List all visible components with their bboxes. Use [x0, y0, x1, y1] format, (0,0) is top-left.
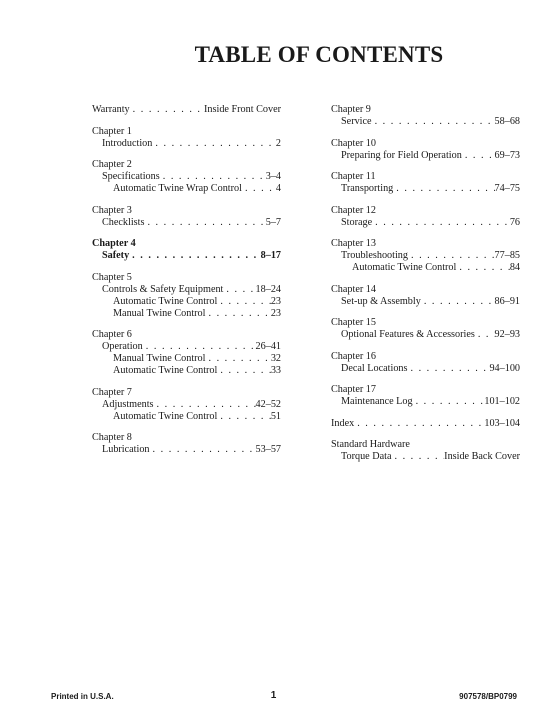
toc-chapter — [92, 272, 281, 320]
dot-leader — [150, 444, 256, 456]
chapter-label: Chapter 12 — [331, 204, 376, 216]
footer-doc-code: 907578/BP0799 — [459, 692, 517, 701]
toc-entry-title: Index — [331, 417, 355, 429]
toc-entry[interactable] — [331, 116, 520, 128]
toc-entry[interactable] — [92, 104, 281, 116]
dot-leader — [408, 250, 495, 262]
toc-entry-page: 53–57 — [255, 444, 281, 455]
toc-entry-title: Introduction — [102, 137, 153, 149]
dot-leader — [130, 104, 204, 116]
toc-entry[interactable] — [92, 296, 281, 308]
toc-entry-page: 74–75 — [494, 183, 520, 194]
toc-entry[interactable] — [331, 418, 520, 430]
dot-leader — [242, 183, 276, 195]
dot-leader — [143, 341, 256, 353]
dot-leader — [152, 138, 276, 150]
dot-leader — [462, 150, 495, 162]
toc-entry-title: Transporting — [341, 183, 394, 194]
toc-entry-page: 3–4 — [265, 171, 281, 182]
toc-entry-page: 33 — [270, 365, 281, 376]
dot-leader — [372, 116, 495, 128]
dot-leader — [217, 365, 270, 377]
toc-entry[interactable] — [331, 451, 520, 463]
toc-entry-page: 101–102 — [484, 396, 520, 407]
toc-entry-title: Torque Data — [341, 451, 392, 462]
chapter-label: Chapter 15 — [331, 317, 376, 328]
toc-entry[interactable] — [92, 365, 281, 377]
toc-chapter — [92, 238, 281, 262]
toc-chapter — [331, 439, 520, 463]
dot-leader — [475, 329, 495, 341]
toc-entry-page: Inside Back Cover — [444, 451, 520, 462]
toc-entry-page: 23 — [270, 295, 281, 307]
toc-entry-page: 76 — [509, 216, 520, 228]
toc-entry-title: Specifications — [102, 171, 160, 182]
toc-entry-page: 5–7 — [265, 216, 281, 228]
chapter-label: Chapter 2 — [92, 159, 132, 170]
toc-chapter — [331, 351, 520, 375]
chapter-label: Chapter 6 — [92, 329, 132, 340]
chapter-label: Chapter 16 — [331, 350, 376, 362]
toc-entry-page: 18–24 — [255, 283, 281, 295]
toc-entry-page: 26–41 — [255, 341, 281, 352]
chapter-label: Chapter 1 — [92, 125, 132, 137]
toc-entry-page: 69–73 — [494, 149, 520, 161]
toc-entry-page: 51 — [270, 410, 281, 422]
toc-entry[interactable] — [92, 341, 281, 353]
dot-leader — [217, 411, 270, 423]
dot-leader — [223, 284, 255, 296]
toc-entry[interactable] — [331, 262, 520, 274]
toc-entry-title: Warranty — [92, 104, 130, 115]
toc-entry-page: Inside Front Cover — [204, 104, 281, 115]
dot-leader — [144, 217, 265, 229]
toc-entry-page: 84 — [509, 262, 520, 273]
toc-entry[interactable] — [92, 183, 281, 195]
page-title: TABLE OF CONTENTS — [194, 42, 444, 67]
dot-leader — [129, 250, 260, 262]
toc-chapter — [331, 418, 520, 430]
toc-entry-page: 92–93 — [494, 329, 520, 340]
toc-entry-title: Manual Twine Control — [113, 353, 206, 364]
toc-entry-title: Maintenance Log — [341, 396, 413, 407]
chapter-label: Chapter 5 — [92, 271, 132, 283]
toc-chapter — [331, 104, 520, 128]
dot-leader — [421, 296, 495, 308]
toc-entry-page: 77–85 — [494, 250, 520, 261]
toc-chapter — [331, 238, 520, 274]
toc-entry[interactable] — [92, 138, 281, 150]
toc-entry-title: Troubleshooting — [341, 250, 408, 261]
dot-leader — [160, 171, 266, 183]
toc-entry-title: Automatic Twine Control — [113, 295, 218, 307]
toc-entry-title: Automatic Twine Control — [352, 262, 457, 273]
toc-entry[interactable] — [331, 150, 520, 162]
toc-entry[interactable] — [92, 171, 281, 183]
dot-leader — [354, 418, 484, 430]
chapter-label: Chapter 8 — [92, 432, 132, 443]
dot-leader — [407, 363, 489, 375]
toc-entry-page: 94–100 — [489, 362, 520, 374]
toc-entry-title: Automatic Twine Control — [113, 365, 218, 376]
dot-leader — [413, 396, 485, 408]
toc-entry-title: Manual Twine Control — [113, 307, 206, 319]
dot-leader — [205, 353, 270, 365]
chapter-label: Chapter 17 — [331, 384, 376, 395]
toc-entry-title: Set-up & Assembly — [341, 295, 421, 307]
toc-entry-title: Checklists — [102, 216, 145, 228]
toc-entry[interactable] — [331, 217, 520, 229]
toc-chapter — [331, 205, 520, 229]
toc-entry-page: 86–91 — [494, 295, 520, 307]
toc-entry[interactable] — [92, 308, 281, 320]
toc-entry-page: 42–52 — [255, 398, 281, 410]
toc-entry-title: Adjustments — [102, 398, 154, 410]
chapter-label: Chapter 4 — [92, 238, 136, 249]
toc-entry-title: Decal Locations — [341, 362, 408, 374]
toc-entry-title: Preparing for Field Operation — [341, 149, 462, 161]
toc-entry-title: Automatic Twine Control — [113, 410, 218, 422]
toc-entry[interactable] — [331, 363, 520, 375]
footer-page-number: 1 — [270, 690, 277, 701]
chapter-label: Chapter 13 — [331, 238, 376, 249]
toc-left-column — [92, 104, 281, 466]
toc-entry-title: Storage — [341, 216, 373, 228]
toc-chapter — [92, 104, 281, 116]
chapter-label: Chapter 10 — [331, 137, 376, 149]
dot-leader — [372, 217, 510, 229]
dot-leader — [456, 262, 509, 274]
dot-leader — [205, 308, 270, 320]
toc-chapter — [331, 138, 520, 162]
toc-chapter — [92, 387, 281, 423]
toc-entry-title: Service — [341, 116, 372, 127]
toc-entry-page: 2 — [275, 137, 281, 149]
toc-entry[interactable] — [92, 411, 281, 423]
dot-leader — [393, 183, 494, 195]
toc-entry[interactable] — [92, 250, 281, 262]
chapter-label: Standard Hardware — [331, 439, 410, 450]
toc-chapter — [331, 384, 520, 408]
toc-entry[interactable] — [92, 353, 281, 365]
dot-leader — [154, 399, 256, 411]
footer-printed: Printed in U.S.A. — [51, 692, 114, 701]
dot-leader — [391, 451, 444, 463]
toc-right-column — [331, 104, 520, 473]
toc-entry-title: Operation — [102, 341, 143, 352]
toc-entry-page: 23 — [270, 307, 281, 319]
toc-chapter — [331, 317, 520, 341]
toc-entry[interactable] — [331, 329, 520, 341]
toc-entry[interactable] — [331, 296, 520, 308]
toc-chapter — [92, 126, 281, 150]
toc-entry-title: Automatic Twine Wrap Control — [113, 183, 242, 194]
toc-chapter — [331, 171, 520, 195]
chapter-label: Chapter 3 — [92, 204, 132, 216]
toc-entry[interactable] — [331, 250, 520, 262]
toc-entry[interactable] — [92, 217, 281, 229]
toc-entry-page: 4 — [275, 183, 281, 194]
toc-entry[interactable] — [331, 396, 520, 408]
toc-chapter — [92, 329, 281, 377]
chapter-label: Chapter 7 — [92, 386, 132, 398]
toc-entry[interactable] — [92, 444, 281, 456]
toc-entry-title: Safety — [102, 250, 130, 261]
toc-chapter — [92, 205, 281, 229]
chapter-label: Chapter 9 — [331, 104, 371, 115]
toc-chapter — [92, 159, 281, 195]
toc-entry-page: 58–68 — [494, 116, 520, 127]
toc-chapter — [92, 432, 281, 456]
toc-entry-title: Lubrication — [102, 444, 150, 455]
toc-entry-page: 32 — [270, 353, 281, 364]
toc-entry-page: 8–17 — [260, 250, 281, 261]
toc-entry-title: Controls & Safety Equipment — [102, 283, 224, 295]
toc-entry-page: 103–104 — [484, 417, 520, 429]
chapter-label: Chapter 14 — [331, 283, 376, 295]
toc-chapter — [331, 284, 520, 308]
chapter-label: Chapter 11 — [331, 171, 376, 182]
toc-entry[interactable] — [331, 183, 520, 195]
dot-leader — [217, 296, 270, 308]
toc-entry[interactable] — [92, 284, 281, 296]
toc-entry[interactable] — [92, 399, 281, 411]
toc-entry-title: Optional Features & Accessories — [341, 329, 475, 340]
